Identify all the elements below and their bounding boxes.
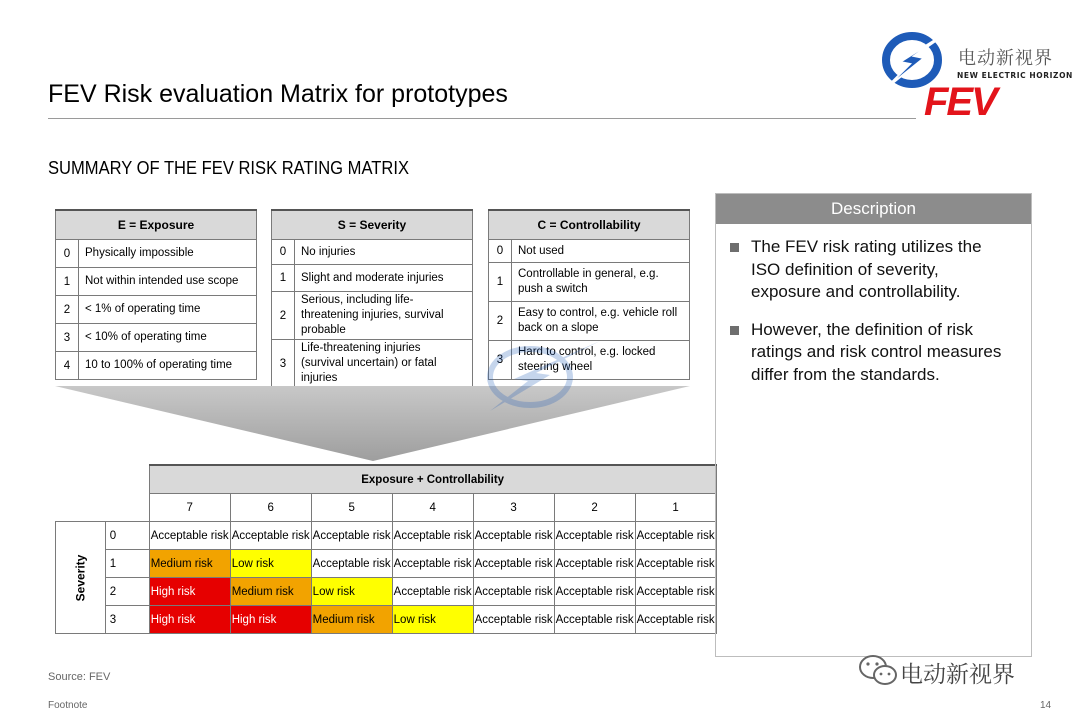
page-number: 14 [1040, 700, 1052, 711]
matrix-column-label: 4 [392, 494, 473, 522]
controllability-level: 1 [489, 263, 512, 302]
risk-cell: Acceptable risk [392, 522, 473, 550]
controllability-text: Easy to control, e.g. vehicle roll back on a slope [512, 302, 690, 341]
wechat-icon [858, 654, 898, 688]
severity-level: 2 [272, 292, 295, 340]
risk-matrix [55, 464, 717, 634]
risk-cell: Acceptable risk [635, 606, 716, 634]
risk-cell: Acceptable risk [230, 522, 311, 550]
risk-cell: Acceptable risk [554, 522, 635, 550]
section-subtitle: SUMMARY OF THE FEV RISK RATING MATRIX [48, 158, 409, 178]
matrix-row-label: 3 [105, 606, 149, 634]
risk-cell: Acceptable risk [473, 606, 554, 634]
risk-cell: Acceptable risk [554, 606, 635, 634]
exposure-level: 3 [56, 324, 79, 352]
controllability-header: C = Controllability [489, 210, 690, 240]
risk-cell: Acceptable risk [473, 578, 554, 606]
severity-text: Serious, including life-threatening injuries, survival probable [295, 292, 473, 340]
matrix-corner [56, 465, 150, 494]
risk-cell: Acceptable risk [392, 550, 473, 578]
risk-cell: Medium risk [149, 550, 230, 578]
risk-cell: Acceptable risk [392, 578, 473, 606]
brand-english-name: NEW ELECTRIC HORIZON [957, 71, 1073, 80]
risk-cell: Medium risk [230, 578, 311, 606]
exposure-level: 0 [56, 240, 79, 268]
risk-cell: Low risk [230, 550, 311, 578]
matrix-column-label: 7 [149, 494, 230, 522]
matrix-severity-axis [56, 522, 106, 634]
severity-text: Life-threatening injuries (survival uncertain) or fatal injuries [295, 340, 473, 388]
title-divider [48, 118, 916, 119]
exposure-table [55, 209, 257, 380]
description-list [716, 224, 1031, 386]
brand-chinese-name: 电动新视界 [958, 48, 1053, 69]
severity-text: Slight and moderate injuries [295, 265, 473, 292]
risk-cell: Acceptable risk [149, 522, 230, 550]
matrix-row-label: 2 [105, 578, 149, 606]
exposure-header: E = Exposure [56, 210, 257, 240]
controllability-text: Hard to control, e.g. locked steering wheel [512, 341, 690, 380]
severity-level: 3 [272, 340, 295, 388]
matrix-corner [56, 494, 150, 522]
risk-cell: Low risk [311, 578, 392, 606]
square-bullet-icon [730, 243, 739, 252]
matrix-column-label: 1 [635, 494, 716, 522]
description-bullet-text: However, the definition of risk ratings and risk control measures differ from the standards. [751, 319, 1002, 384]
description-bullet-item [730, 319, 1011, 387]
description-header: Description [716, 194, 1031, 224]
description-panel [715, 193, 1032, 657]
exposure-text: < 1% of operating time [79, 296, 257, 324]
matrix-column-label: 3 [473, 494, 554, 522]
risk-cell: Acceptable risk [473, 522, 554, 550]
footnote: Footnote [48, 700, 88, 711]
description-bullet-text: The FEV risk rating utilizes the ISO definition of severity, exposure and controllability. [751, 237, 982, 301]
fev-logo: FEV [924, 80, 996, 124]
exposure-level: 1 [56, 268, 79, 296]
severity-level: 1 [272, 265, 295, 292]
risk-cell: Acceptable risk [473, 550, 554, 578]
risk-cell: High risk [149, 578, 230, 606]
risk-cell: Low risk [392, 606, 473, 634]
risk-cell: High risk [149, 606, 230, 634]
matrix-row-label: 1 [105, 550, 149, 578]
description-bullet-item [730, 236, 1011, 304]
severity-axis-label: Severity [73, 554, 88, 601]
severity-table [271, 209, 473, 388]
risk-cell: Medium risk [311, 606, 392, 634]
controllability-text: Controllable in general, e.g. push a switch [512, 263, 690, 302]
matrix-header: Exposure + Controllability [149, 465, 716, 494]
source-note: Source: FEV [48, 671, 111, 683]
severity-level: 0 [272, 240, 295, 265]
controllability-level: 0 [489, 240, 512, 263]
risk-cell: Acceptable risk [311, 550, 392, 578]
risk-cell: Acceptable risk [311, 522, 392, 550]
watermark-swirl-icon [470, 335, 610, 415]
controllability-level: 2 [489, 302, 512, 341]
matrix-column-label: 2 [554, 494, 635, 522]
square-bullet-icon [730, 326, 739, 335]
severity-header: S = Severity [272, 210, 473, 240]
matrix-column-label: 6 [230, 494, 311, 522]
risk-cell: Acceptable risk [635, 578, 716, 606]
exposure-level: 2 [56, 296, 79, 324]
exposure-text: < 10% of operating time [79, 324, 257, 352]
severity-text: No injuries [295, 240, 473, 265]
controllability-text: Not used [512, 240, 690, 263]
wechat-account-label: 电动新视界 [900, 662, 1015, 688]
risk-cell: Acceptable risk [554, 550, 635, 578]
page-title: FEV Risk evaluation Matrix for prototypes [48, 80, 508, 108]
exposure-level: 4 [56, 352, 79, 380]
risk-cell: High risk [230, 606, 311, 634]
risk-cell: Acceptable risk [554, 578, 635, 606]
risk-cell: Acceptable risk [635, 522, 716, 550]
risk-cell: Acceptable risk [635, 550, 716, 578]
controllability-level: 3 [489, 341, 512, 380]
matrix-column-label: 5 [311, 494, 392, 522]
exposure-text: Not within intended use scope [79, 268, 257, 296]
exposure-text: 10 to 100% of operating time [79, 352, 257, 380]
matrix-row-label: 0 [105, 522, 149, 550]
exposure-text: Physically impossible [79, 240, 257, 268]
